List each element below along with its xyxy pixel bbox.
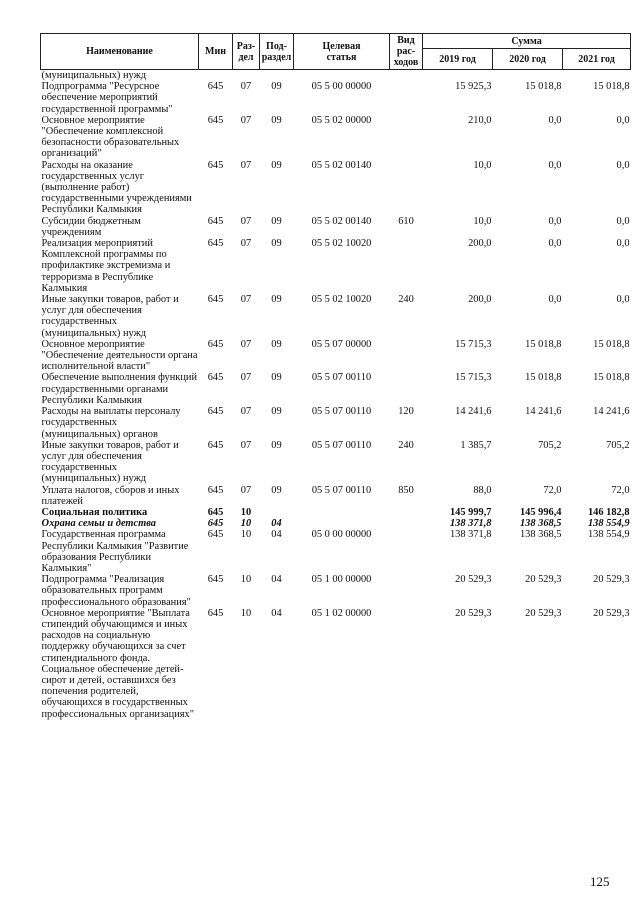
cell-min: 645 (207, 506, 224, 518)
table-row (41, 507, 631, 518)
cell-2021 (563, 70, 631, 82)
cell-name: Социальная политика (41, 506, 148, 518)
cell-vid (390, 160, 423, 216)
cell-podrazdel: 09 (271, 215, 282, 227)
cell-razdel: 07 (240, 406, 252, 418)
cell-min: 645 (207, 114, 224, 126)
cell-2020: 72,0 (543, 484, 562, 496)
cell-target: 05 5 02 00140 (311, 159, 372, 171)
cell-2020: 20 529,3 (525, 607, 562, 619)
header-vid: Вид рас- ходов (390, 34, 423, 70)
table-row (41, 529, 631, 574)
cell-min: 645 (207, 81, 224, 93)
cell-vid (390, 339, 423, 373)
table-row (41, 81, 631, 115)
cell-target: 05 5 02 10020 (311, 238, 372, 250)
cell-name: Основное мероприятие "Выплата стипендий обучающимся и иных расходов на социальную поддержку обучающихся за счет стипендиального фонда. Социальное обеспечение детей-сирот и детей, оставшихся без попечения родителей, обучающихся в государственных профессиональных организациях" (41, 607, 194, 720)
cell-2019: 10,0 (473, 215, 492, 227)
cell-target: 05 5 02 00140 (311, 215, 372, 227)
cell-vid (390, 529, 423, 574)
cell-2020: 15 018,8 (525, 372, 562, 384)
cell-2019: 15 715,3 (455, 338, 492, 350)
cell-razdel: 07 (240, 159, 252, 171)
cell-2020: 145 996,4 (519, 506, 562, 518)
table-row (41, 115, 631, 160)
cell-name: (муниципальных) нужд (41, 70, 147, 81)
cell-name: Иные закупки товаров, работ и услуг для обеспечения государственных (муниципальных) нужд (41, 294, 179, 339)
cell-vid (390, 574, 423, 608)
cell-2020: 0,0 (548, 215, 562, 227)
cell-vid (390, 518, 423, 529)
cell-target (294, 518, 390, 529)
cell-2020 (493, 70, 563, 82)
cell-2019: 20 529,3 (455, 607, 492, 619)
cell-target: 05 5 07 00110 (311, 406, 372, 418)
cell-podrazdel: 04 (271, 518, 282, 530)
table-row (41, 70, 631, 82)
cell-razdel: 07 (240, 215, 252, 227)
cell-min: 645 (207, 238, 224, 250)
table-row (41, 608, 631, 720)
cell-vid (390, 507, 423, 518)
cell-2019: 200,0 (468, 238, 492, 250)
cell-vid: 240 (398, 294, 414, 306)
cell-razdel: 07 (240, 294, 252, 306)
header-name: Наименование (41, 34, 199, 70)
cell-2021: 0,0 (616, 215, 630, 227)
table-row (41, 238, 631, 294)
cell-razdel: 07 (240, 372, 252, 384)
cell-min: 645 (207, 406, 224, 418)
cell-2020: 0,0 (548, 159, 562, 171)
cell-2021: 146 182,8 (587, 506, 630, 518)
cell-min: 645 (207, 518, 224, 530)
cell-target: 05 1 02 00000 (311, 607, 372, 619)
cell-podrazdel: 09 (271, 338, 282, 350)
header-podrazdel: Под- раздел (260, 34, 294, 70)
cell-min: 645 (207, 439, 224, 451)
cell-2020: 15 018,8 (525, 338, 562, 350)
table-body (41, 70, 631, 720)
cell-razdel: 10 (240, 506, 252, 518)
cell-target (294, 70, 390, 82)
cell-podrazdel: 09 (271, 81, 282, 93)
cell-2020: 15 018,8 (525, 81, 562, 93)
cell-podrazdel (260, 70, 294, 82)
cell-podrazdel: 04 (271, 607, 282, 619)
cell-2019: 88,0 (473, 484, 492, 496)
budget-table (40, 33, 631, 720)
cell-name: Расходы на выплаты персоналу государственных (муниципальных) органов (41, 406, 181, 440)
table-row (41, 440, 631, 485)
cell-2021: 138 554,9 (587, 518, 630, 530)
table-row (41, 485, 631, 507)
cell-razdel: 07 (240, 238, 252, 250)
cell-2019: 1 385,7 (460, 439, 492, 451)
cell-2019: 200,0 (468, 294, 492, 306)
cell-razdel: 07 (240, 81, 252, 93)
cell-razdel: 10 (240, 574, 252, 586)
cell-2019: 210,0 (468, 114, 492, 126)
cell-min: 645 (207, 294, 224, 306)
cell-2019: 15 715,3 (455, 372, 492, 384)
cell-razdel: 10 (240, 607, 252, 619)
cell-name: Подпрограмма "Реализация образовательных программ профессионального образования" (41, 574, 191, 608)
cell-vid: 240 (398, 439, 414, 451)
cell-target: 05 5 07 00110 (311, 439, 372, 451)
cell-2019: 20 529,3 (455, 574, 492, 586)
cell-2021: 138 554,9 (587, 529, 630, 541)
cell-target: 05 5 02 10020 (311, 294, 372, 306)
cell-2019: 14 241,6 (455, 406, 492, 418)
cell-2021: 0,0 (616, 294, 630, 306)
cell-name: Реализация мероприятий Комплексной программы по профилактике экстремизма и терроризма в Республике Калмыкия (41, 238, 171, 294)
cell-target: 05 5 07 00110 (311, 372, 372, 384)
table-row (41, 406, 631, 440)
cell-target: 05 1 00 00000 (311, 574, 372, 586)
cell-2021: 705,2 (606, 439, 630, 451)
cell-2019: 138 371,8 (449, 518, 492, 530)
cell-2021: 15 018,8 (593, 81, 630, 93)
cell-min: 645 (207, 574, 224, 586)
cell-podrazdel: 09 (271, 406, 282, 418)
cell-2020: 138 368,5 (519, 518, 562, 530)
cell-name: Основное мероприятие "Обеспечение деятельности органа исполнительной власти" (41, 338, 198, 373)
cell-name: Охрана семьи и детства (41, 518, 156, 530)
header-min: Мин (199, 34, 233, 70)
cell-razdel: 07 (240, 114, 252, 126)
header-target: Целевая статья (294, 34, 390, 70)
table-row (41, 160, 631, 216)
cell-podrazdel: 09 (271, 294, 282, 306)
table-row (41, 216, 631, 238)
cell-2021: 0,0 (616, 114, 630, 126)
cell-razdel: 07 (240, 484, 252, 496)
cell-razdel: 10 (240, 529, 252, 541)
table-header (41, 34, 631, 70)
header-summa: Сумма (423, 34, 631, 49)
cell-2021: 0,0 (616, 238, 630, 250)
cell-razdel: 07 (240, 439, 252, 451)
cell-target: 05 5 07 00000 (311, 338, 372, 350)
cell-vid (390, 115, 423, 160)
cell-name: Государственная программа Республики Калмыкия "Развитие образования Республики Калмыкия" (41, 529, 189, 574)
table-row (41, 294, 631, 339)
cell-name: Подпрограмма "Ресурсное обеспечение мероприятий государственной программы" (41, 81, 173, 115)
cell-name: Основное мероприятие "Обеспечение комплексной безопасности образовательных организаций" (41, 114, 180, 160)
cell-vid (390, 238, 423, 294)
cell-podrazdel: 04 (271, 574, 282, 586)
cell-target: 05 0 00 00000 (311, 529, 372, 541)
cell-2019: 15 925,3 (455, 81, 492, 93)
cell-2019: 138 371,8 (449, 529, 492, 541)
cell-2020: 14 241,6 (525, 406, 562, 418)
header-razdel: Раз- дел (233, 34, 260, 70)
cell-podrazdel: 09 (271, 114, 282, 126)
cell-min: 645 (207, 159, 224, 171)
cell-razdel: 10 (240, 518, 252, 530)
cell-razdel: 07 (240, 338, 252, 350)
cell-2019: 10,0 (473, 159, 492, 171)
table-row (41, 518, 631, 529)
cell-2021: 20 529,3 (593, 607, 630, 619)
page-number: 125 (590, 874, 610, 889)
cell-min (199, 70, 233, 82)
cell-min: 645 (207, 607, 224, 619)
cell-2021: 20 529,3 (593, 574, 630, 586)
header-2020: 2020 год (493, 49, 563, 70)
cell-min: 645 (207, 215, 224, 227)
cell-podrazdel (260, 507, 294, 518)
cell-min: 645 (207, 338, 224, 350)
cell-2019: 145 999,7 (449, 506, 492, 518)
cell-target: 05 5 07 00110 (311, 484, 372, 496)
header-2019: 2019 год (423, 49, 493, 70)
cell-2021: 14 241,6 (593, 406, 630, 418)
cell-2020: 0,0 (548, 114, 562, 126)
cell-vid: 120 (398, 406, 414, 418)
cell-vid: 610 (398, 215, 414, 227)
cell-2021: 15 018,8 (593, 338, 630, 350)
cell-razdel (233, 70, 260, 82)
cell-target: 05 5 02 00000 (311, 114, 372, 126)
cell-min: 645 (207, 372, 224, 384)
header-2021: 2021 год (563, 49, 631, 70)
table-row (41, 574, 631, 608)
cell-2020: 0,0 (548, 294, 562, 306)
table-row (41, 339, 631, 373)
cell-2020: 138 368,5 (519, 529, 562, 541)
cell-podrazdel: 09 (271, 238, 282, 250)
cell-target: 05 5 00 00000 (311, 81, 372, 93)
cell-name: Субсидии бюджетным учреждениям (41, 215, 141, 238)
cell-vid: 850 (398, 484, 414, 496)
cell-podrazdel: 09 (271, 159, 282, 171)
cell-podrazdel: 04 (271, 529, 282, 541)
cell-name: Расходы на оказание государственных услуг (выполнение работ) государственными учреждениями Республики Калмыкия (41, 159, 192, 216)
cell-vid (390, 372, 423, 406)
cell-2021: 72,0 (611, 484, 630, 496)
cell-vid (390, 608, 423, 720)
cell-podrazdel: 09 (271, 484, 282, 496)
cell-target (294, 507, 390, 518)
cell-vid (390, 70, 423, 82)
cell-podrazdel: 09 (271, 439, 282, 451)
cell-podrazdel: 09 (271, 372, 282, 384)
cell-2020: 0,0 (548, 238, 562, 250)
cell-name: Уплата налогов, сборов и иных платежей (41, 484, 180, 507)
table-row (41, 372, 631, 406)
cell-2020: 705,2 (538, 439, 562, 451)
cell-min: 645 (207, 529, 224, 541)
cell-2020: 20 529,3 (525, 574, 562, 586)
cell-min: 645 (207, 484, 224, 496)
cell-name: Иные закупки товаров, работ и услуг для обеспечения государственных (муниципальных) нужд (41, 439, 179, 485)
cell-2021: 0,0 (616, 159, 630, 171)
cell-2021: 15 018,8 (593, 372, 630, 384)
cell-vid (390, 81, 423, 115)
cell-name: Обеспечение выполнения функций государственными органами Республики Калмыкия (41, 372, 198, 406)
cell-2019 (423, 70, 493, 82)
